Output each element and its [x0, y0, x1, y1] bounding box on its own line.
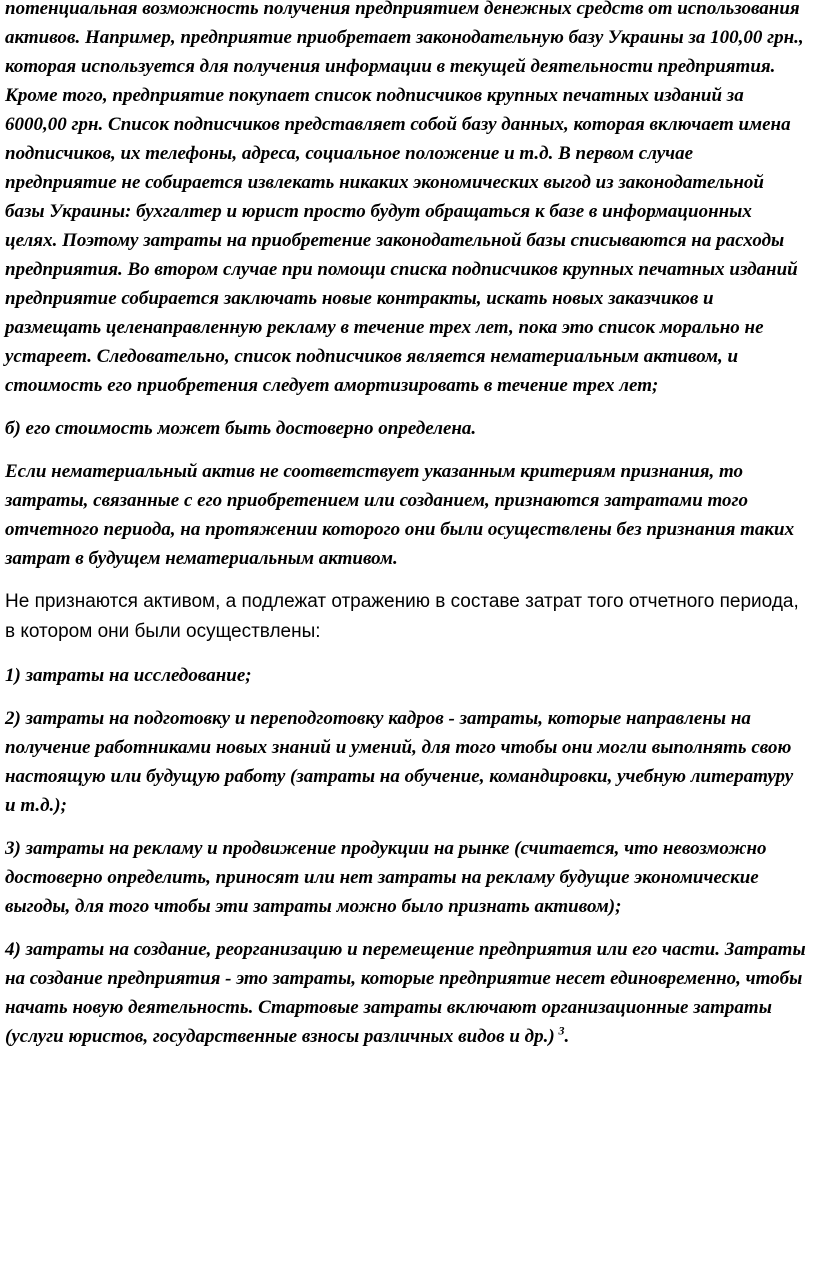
list-item-training — [5, 704, 808, 820]
paragraph-expenses-intro — [5, 587, 808, 647]
paragraph-text: Не признаются активом, а подлежат отражению в составе затрат того отчетного периода, в котором они были осуществлены: — [5, 591, 799, 642]
list-item-text: 4) затраты на создание, реорганизацию и перемещение предприятия или его части. Затраты на создание предприятия - это затраты, которые предприятие несет единовременно, чтобы начать новую деятельность. Стартовые затраты включают организационные затраты (услуги юристов, государственные взносы различных видов и др.) — [5, 939, 806, 1047]
paragraph-text: б) его стоимость может быть достоверно определена. — [5, 418, 477, 439]
paragraph-non-recognition — [5, 457, 808, 573]
paragraph-tail: . — [564, 1026, 570, 1047]
list-item-text: 1) затраты на исследование; — [5, 665, 252, 686]
list-item-research — [5, 661, 808, 690]
paragraph-text: потенциальная возможность получения предприятием денежных средств от использования активов. Например, предприятие приобретает законодательную базу Украины за 100,00 грн., которая используется для получения информации в текущей деятельности предприятия. Кроме того, предприятие покупает список подписчиков крупных печатных изданий за 6000,00 грн. Список подписчиков представляет собой базу данных, которая включает имена подписчиков, их телефоны, адреса, социальное положение и т.д. В первом случае предприятие не собирается извлекать никаких экономических выгод из законодательной базы Украины: бухгалтер и юрист просто будут обращаться к базе в информационных целях. Поэтому затраты на приобретение законодательной базы списываются на расходы предприятия. Во втором случае при помощи списка подписчиков крупных печатных изданий предприятие собирается заключать новые контракты, искать новых заказчиков и размещать целенаправленную рекламу в течение трех лет, пока это список морально не устареет. Следовательно, список подписчиков является нематериальным активом, и стоимость его приобретения следует амортизировать в течение трех лет; — [5, 0, 804, 396]
paragraph-intangible-asset-example — [5, 0, 808, 400]
list-item-advertising — [5, 834, 808, 921]
paragraph-text: Если нематериальный актив не соответствует указанным критериям признания, то затраты, связанные с его приобретением или созданием, признаются затратами того отчетного периода, на протяжении которого они были осуществлены без признания таких затрат в будущем нематериальным активом. — [5, 461, 795, 569]
list-item-reorganization — [5, 935, 808, 1051]
list-item-text: 3) затраты на рекламу и продвижение продукции на рынке (считается, что невозможно достоверно определить, приносят или нет затраты на рекламу будущие экономические выгоды, для того чтобы эти затраты можно было признать активом); — [5, 838, 767, 917]
list-item-text: 2) затраты на подготовку и переподготовку кадров - затраты, которые направлены на получение работниками новых знаний и умений, для того чтобы они могли выполнять свою настоящую или будущую работу (затраты на обучение, командировки, учебную литературу и т.д.); — [5, 708, 794, 816]
footnote-marker[interactable]: 3 — [558, 1023, 565, 1038]
paragraph-criterion-b — [5, 414, 808, 443]
